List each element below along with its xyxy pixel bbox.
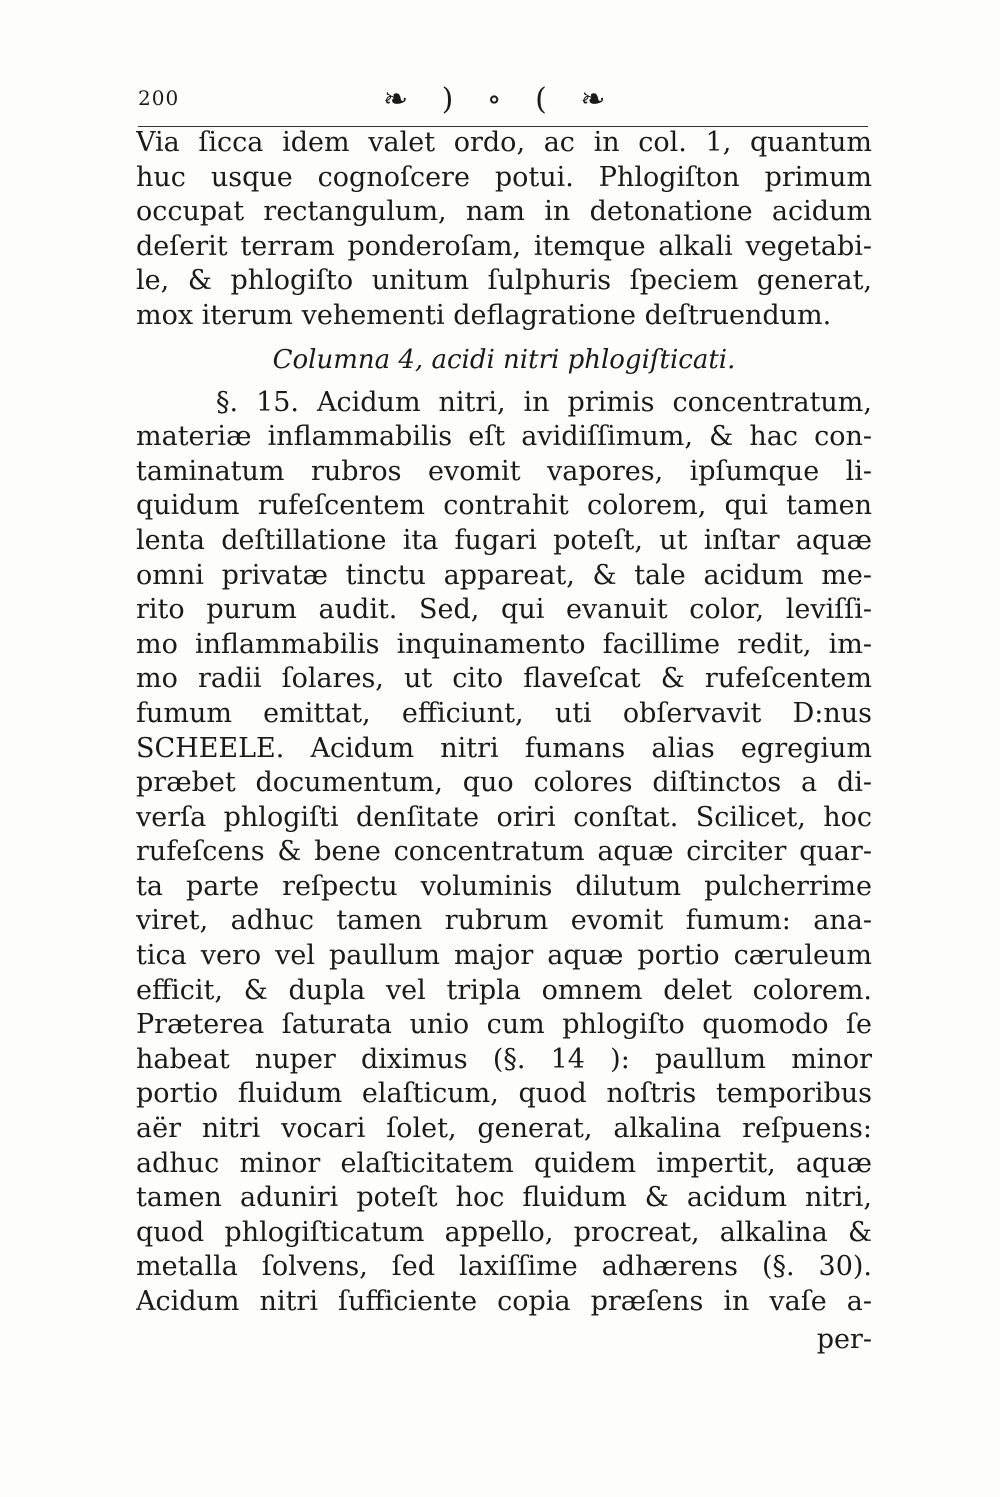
text-line: occupat rectangulum, nam in detonatione acidum [136,196,872,228]
text-line: præbet documentum, quo colores diſtinctos a di- [136,767,872,799]
text-line: fumum emittat, efficiunt, uti obſervavit D:nus [136,697,872,729]
text-line: §. 15. Acidum nitri, in primis concentratum, [216,386,872,418]
text-line: rufeſcens & bene concentratum aquæ circiter quar- [136,836,872,868]
text-line: lenta deſtillatione ita fugari poteſt, ut inſtar aquæ [136,524,872,556]
text-line: tica vero vel paullum major aquæ portio cæruleum [136,940,872,972]
page-number: 200 [138,86,180,110]
text-line: rito purum audit. Sed, qui evanuit color, leviſſi- [136,594,872,626]
text-line: viret, adhuc tamen rubrum evomit fumum: ana- [136,905,872,937]
text-line: mo radii ſolares, ut cito flaveſcat & rufeſcentem [136,663,872,695]
text-line: Acidum nitri ſufficiente copia præſens in vaſe a- [136,1286,872,1317]
text-line: mo inflammabilis inquinamento facillime redit, im- [136,628,872,660]
text-line: aër nitri vocari ſolet, generat, alkalina reſpuens: [136,1113,872,1145]
text-line: Præterea ſaturata unio cum phlogiſto quomodo ſe [136,1009,872,1041]
text-line: verſa phlogiſti denſitate oriri conſtat. Scilicet, hoc [136,801,872,833]
text-line: quidum rufeſcentem contrahit colorem, qui tamen [136,490,872,522]
text-line: SCHEELE. Acidum nitri fumans alias egregium [136,732,872,764]
text-line: efficit, & dupla vel tripla omnem delet colorem. [136,974,872,1006]
text-line: Via ſicca idem valet ordo, ac in col. 1, quantum [136,127,872,158]
text-line: deſerit terram ponderoſam, itemque alkali vegetabi- [136,230,872,262]
running-header [138,82,870,122]
text-line: materiæ inflammabilis eſt avidiſſimum, & hac con- [136,421,872,453]
header-ornament: ❧ ) ∘ ( ❧ [383,82,618,117]
catchword: per- [816,1323,872,1355]
text-line: omni privatæ tinctu appareat, & tale acidum me- [136,559,872,591]
text-line: ta parte reſpectu voluminis dilutum pulcherrime [136,870,872,902]
text-line: portio fluidum elaſticum, quod noſtris temporibus [136,1078,872,1110]
text-line: taminatum rubros evomit vapores, ipſumque li- [136,455,872,487]
text-line: habeat nuper diximus (§. 14 ): paullum minor [136,1043,872,1075]
section-heading: Columna 4, acidi nitri phlogiſticati. [272,344,736,375]
text-line: metalla ſolvens, ſed laxiſſime adhærens (§. 30). [136,1251,872,1283]
text-line: huc usque cognoſcere potui. Phlogiſton primum [136,161,872,193]
text-line: mox iterum vehementi deflagratione deſtruendum. [136,299,832,331]
text-line: tamen aduniri poteſt hoc fluidum & acidum nitri, [136,1182,872,1214]
text-line: quod phlogiſticatum appello, procreat, alkalina & [136,1216,872,1248]
text-line: le, & phlogiſto unitum ſulphuris ſpeciem generat, [136,265,872,297]
body-text [136,126,872,1360]
text-line: adhuc minor elaſticitatem quidem impertit, aquæ [136,1147,872,1179]
